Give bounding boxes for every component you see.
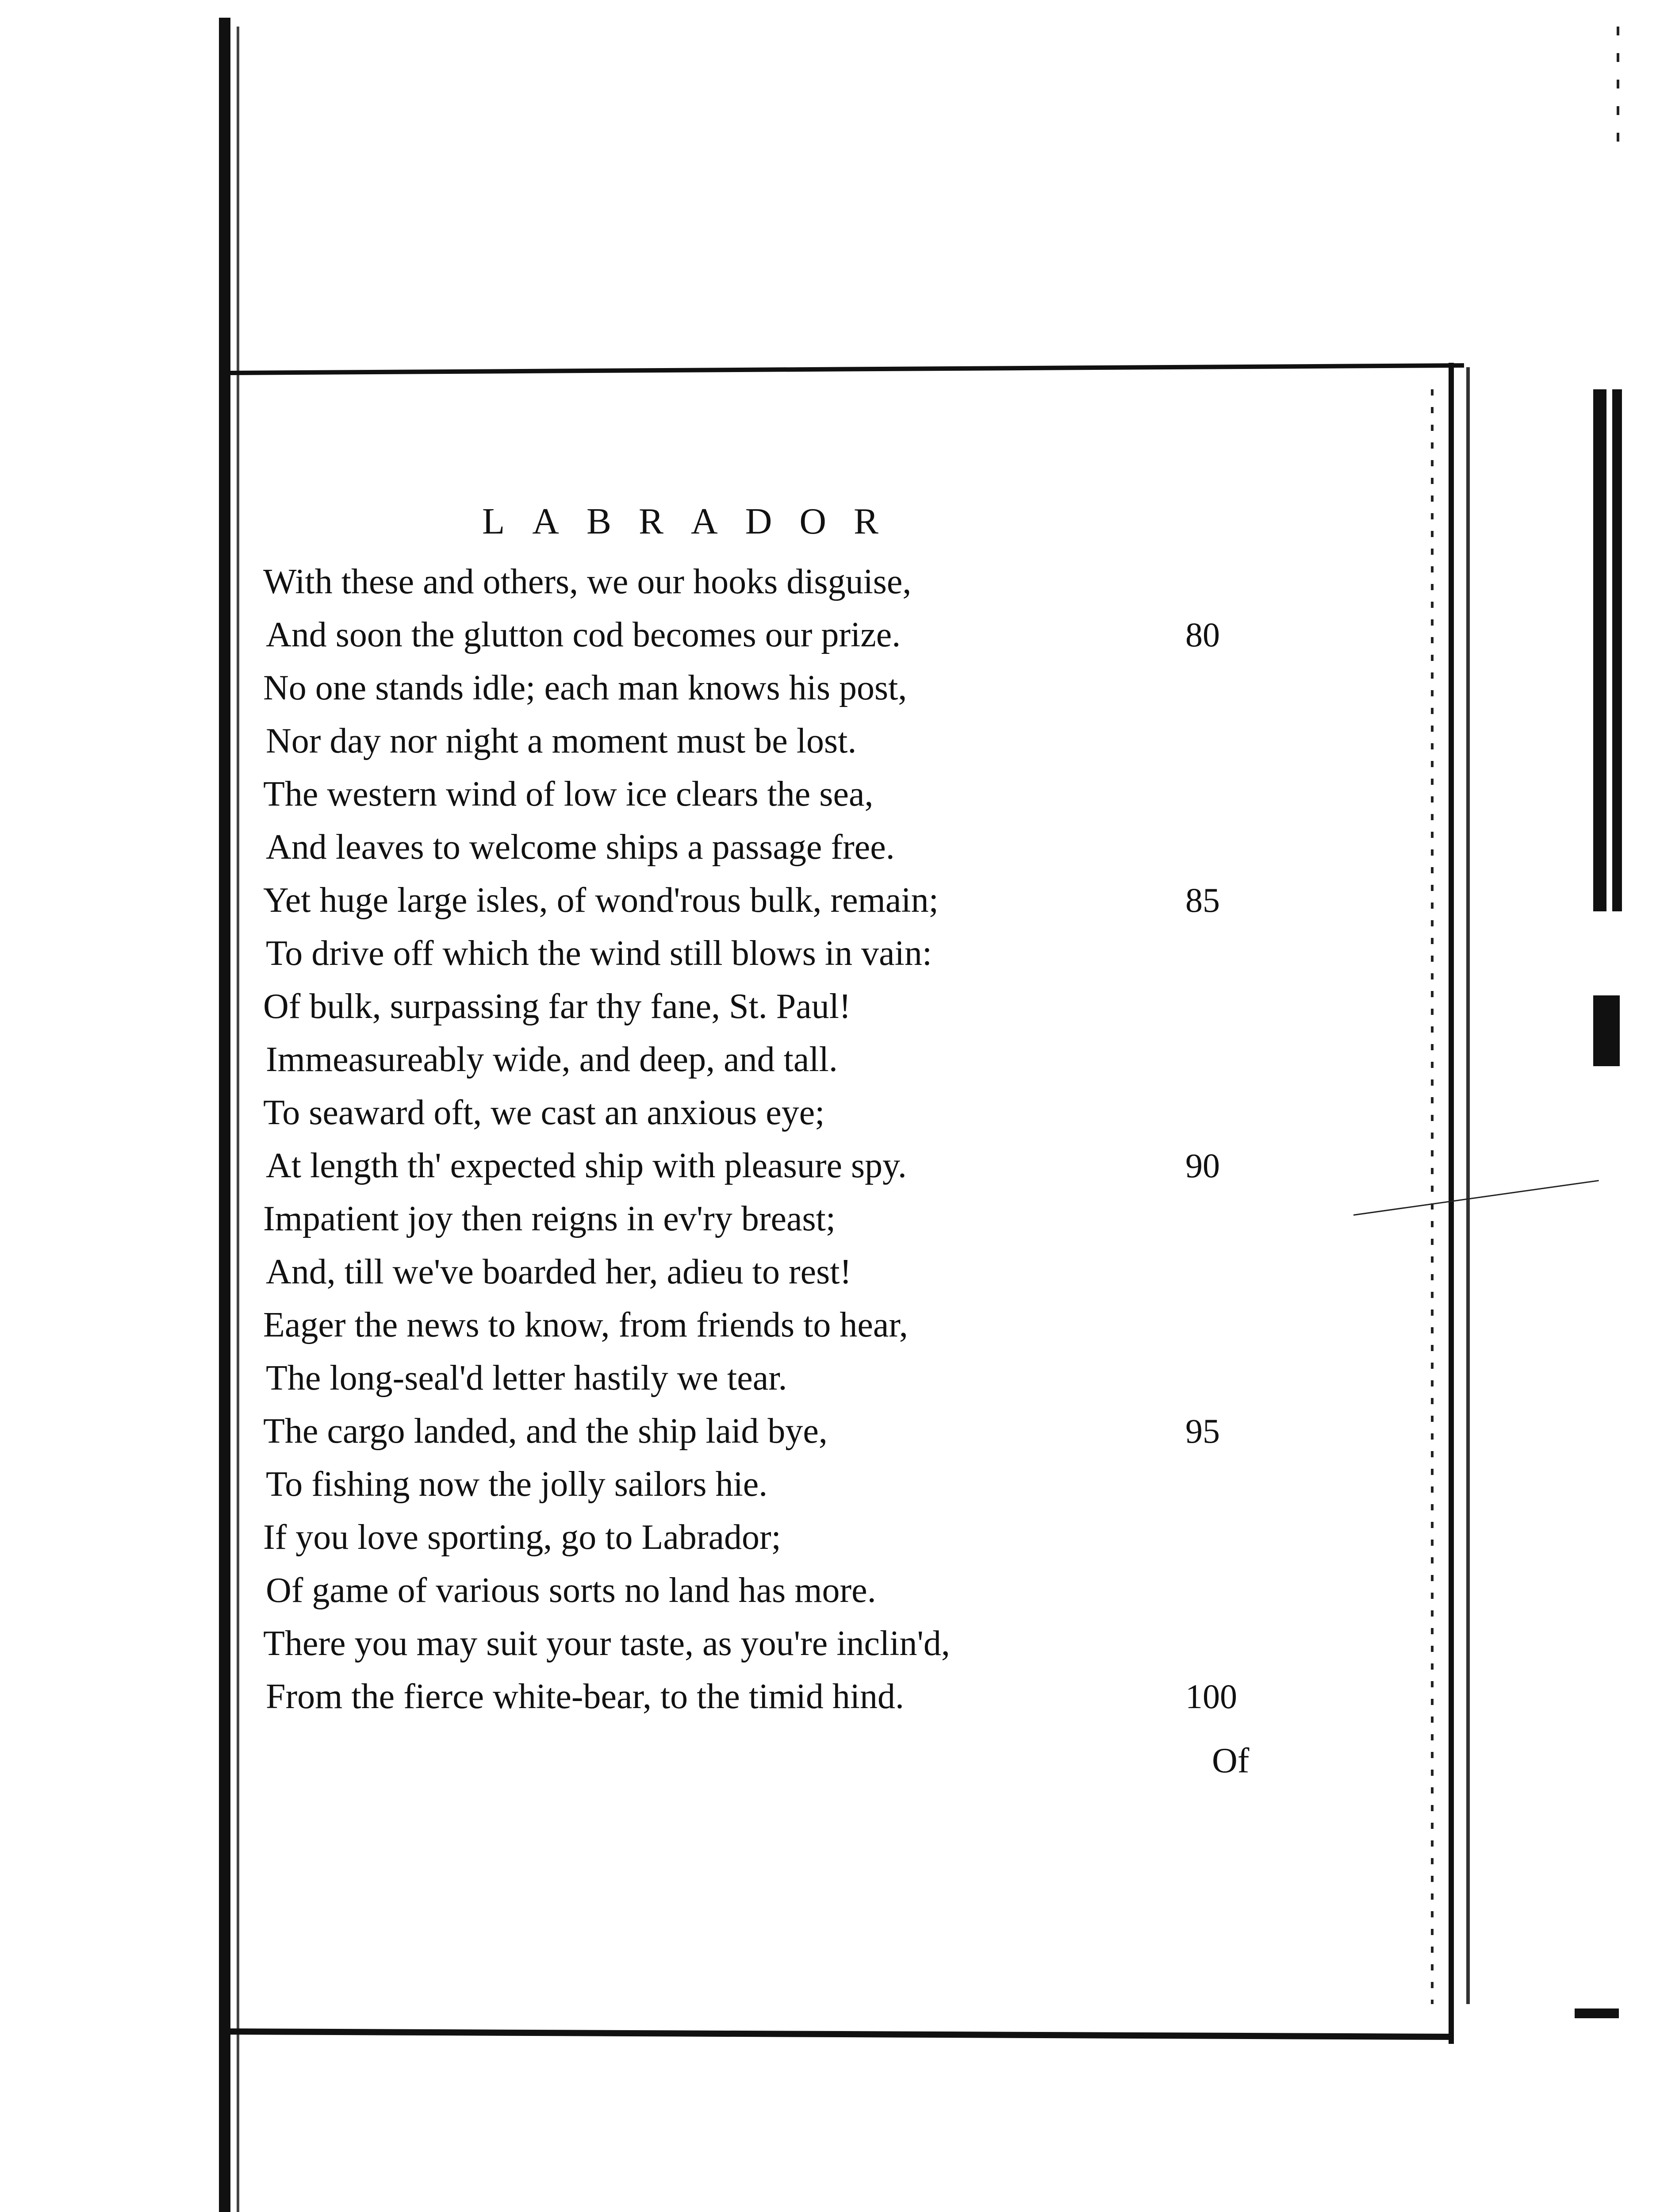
poem-text — [263, 555, 1254, 1723]
verse-line: No one stands idle; each man knows his post, — [263, 668, 907, 707]
verse-line: And soon the glutton cod becomes our prize. — [266, 615, 901, 654]
verse-line: If you love sporting, go to Labrador; — [263, 1518, 781, 1557]
verse-line: Eager the news to know, from friends to hear, — [263, 1306, 908, 1344]
verse-line: Of game of various sorts no land has more. — [266, 1571, 876, 1610]
verse-line: With these and others, we our hooks disguise, — [263, 562, 912, 601]
verse-line: The western wind of low ice clears the sea, — [263, 775, 874, 814]
adjacent-page-edge — [1617, 27, 1619, 159]
verse-line: To drive off which the wind still blows in vain: — [266, 934, 932, 973]
line-number: 95 — [1185, 1412, 1220, 1450]
line-number: 90 — [1185, 1146, 1220, 1185]
catchword: Of — [1212, 1741, 1250, 1780]
verse-line: And, till we've boarded her, adieu to rest! — [266, 1252, 852, 1291]
verse-line: Impatient joy then reigns in ev'ry breast; — [263, 1199, 836, 1238]
running-head: LABRADOR — [482, 501, 906, 542]
adjacent-page-edge — [1612, 389, 1622, 911]
adjacent-page-edge — [1593, 995, 1620, 1066]
verse-line: To fishing now the jolly sailors hie. — [266, 1465, 768, 1504]
adjacent-page-edge — [1575, 2008, 1619, 2018]
verse-line: The long-seal'd letter hastily we tear. — [266, 1359, 787, 1398]
verse-line: At length th' expected ship with pleasure spy. — [266, 1146, 907, 1185]
verse-line: To seaward oft, we cast an anxious eye; — [263, 1093, 825, 1132]
verse-line: From the fierce white-bear, to the timid hind. — [266, 1677, 905, 1716]
page-top-border — [230, 363, 1464, 375]
verse-line: There you may suit your taste, as you're inclin'd, — [263, 1624, 950, 1663]
page-right-border-inner — [1466, 367, 1470, 2004]
verse-line: And leaves to welcome ships a passage free. — [266, 828, 895, 867]
line-number: 85 — [1185, 881, 1220, 919]
binding-edge — [219, 18, 230, 2212]
page-right-border — [1449, 363, 1454, 2044]
verse-line: Yet huge large isles, of wond'rous bulk, remain; — [263, 881, 939, 920]
stray-pen-line — [1353, 1180, 1599, 1216]
verse-line: Nor day nor night a moment must be lost. — [266, 722, 857, 760]
verse-line: Immeasureably wide, and deep, and tall. — [266, 1040, 838, 1079]
adjacent-page-edge — [1593, 389, 1606, 911]
page-right-edge-speckle — [1431, 389, 1434, 2004]
line-number: 100 — [1185, 1677, 1237, 1716]
verse-line: The cargo landed, and the ship laid bye, — [263, 1412, 828, 1451]
binding-edge-shadow — [237, 27, 239, 2212]
line-number: 80 — [1185, 615, 1220, 654]
page-bottom-border — [230, 2028, 1451, 2040]
verse-line: Of bulk, surpassing far thy fane, St. Paul! — [263, 987, 851, 1026]
